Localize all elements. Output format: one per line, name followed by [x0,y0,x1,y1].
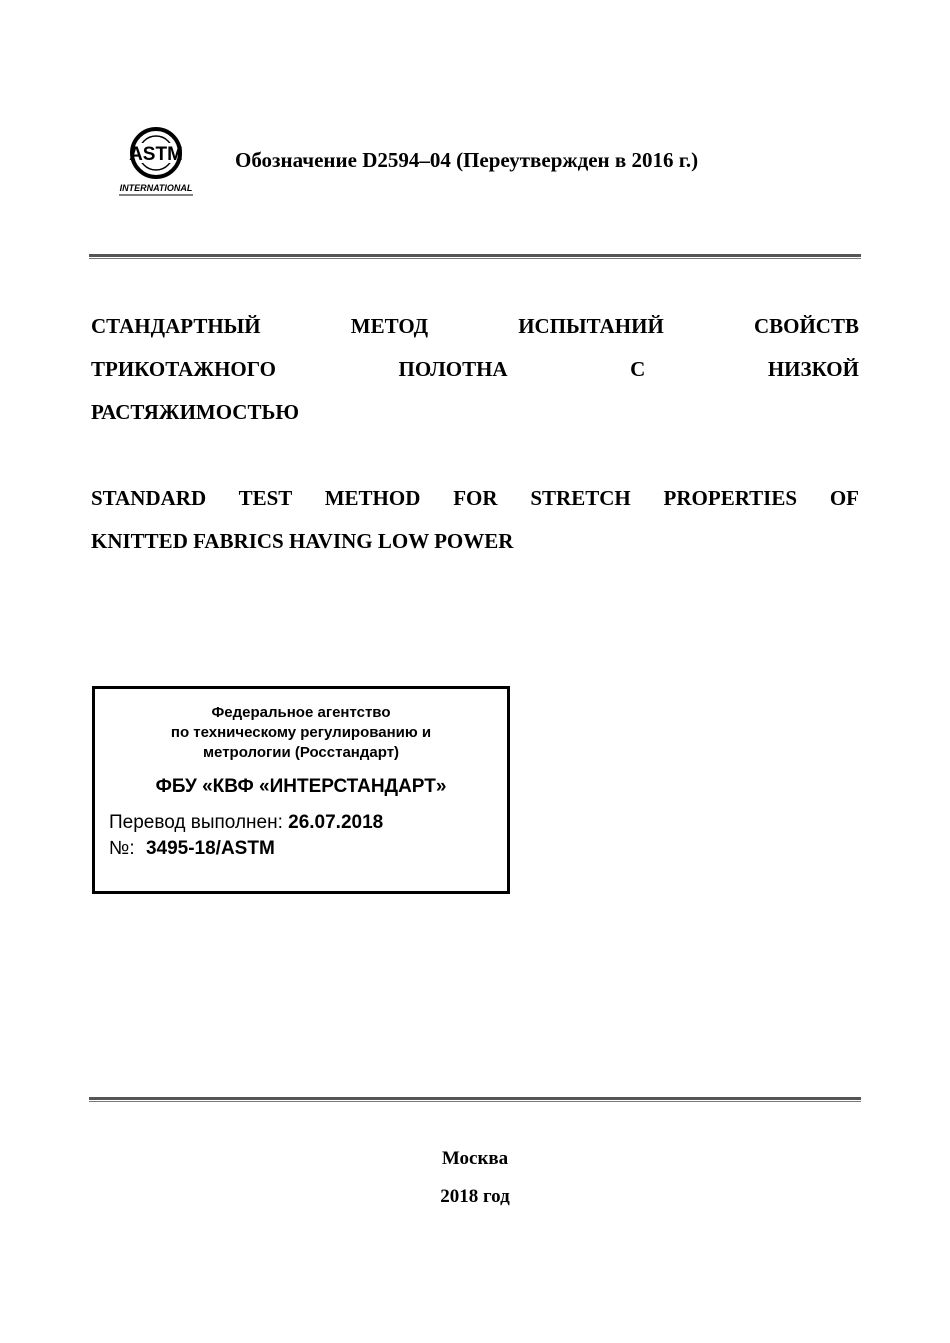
title-en-line-1: STANDARD TEST METHOD FOR STRETCH PROPERTIES OF [91,486,859,510]
title-en-line-2: KNITTED FABRICS HAVING LOW POWER [91,529,514,553]
publication-city: Москва [441,1148,509,1169]
astm-logo-icon [113,125,199,199]
agency-name [95,703,507,763]
agency-line: метрологии (Росстандарт) [202,744,400,761]
translation-number-label: №: [109,838,135,859]
publication-year: 2018 год [440,1186,510,1207]
agency-line: по техническому регулированию и [170,724,432,741]
title-ru-word: ПОЛОТНА [398,357,508,381]
title-ru-line-2 [91,348,859,391]
title-russian [91,305,859,434]
title-ru-word: ТРИКОТАЖНОГО [91,357,276,381]
translation-stamp [92,686,510,894]
title-ru-word: ИСПЫТАНИЙ [518,314,664,338]
top-divider [89,254,861,259]
title-ru-line-3: РАСТЯЖИМОСТЬЮ [91,400,300,424]
logo-letters: ASTM [129,144,183,165]
title-ru-word: СВОЙСТВ [753,314,859,338]
translation-number-row [109,836,507,862]
title-english [91,477,859,563]
title-ru-word: С [630,357,646,381]
title-ru-word: СТАНДАРТНЫЙ [91,314,261,338]
translation-date-row [109,810,507,836]
astm-logo [113,125,199,199]
agency-line: Федеральное агентство [211,704,391,721]
organization-name: ФБУ «КВФ «ИНТЕРСТАНДАРТ» [155,776,447,797]
title-ru-line-1 [91,305,859,348]
logo-caption: INTERNATIONAL [119,183,193,193]
translation-number-value: 3495-18/ASTM [145,838,275,859]
translation-date-label: Перевод выполнен: [109,812,283,833]
title-ru-word: МЕТОД [350,314,429,338]
title-ru-word: НИЗКОЙ [767,357,859,381]
bottom-divider [89,1097,861,1102]
document-designation: Обозначение D2594–04 (Переутвержден в 2016 г.) [235,148,699,172]
translation-date-value: 26.07.2018 [288,812,384,833]
